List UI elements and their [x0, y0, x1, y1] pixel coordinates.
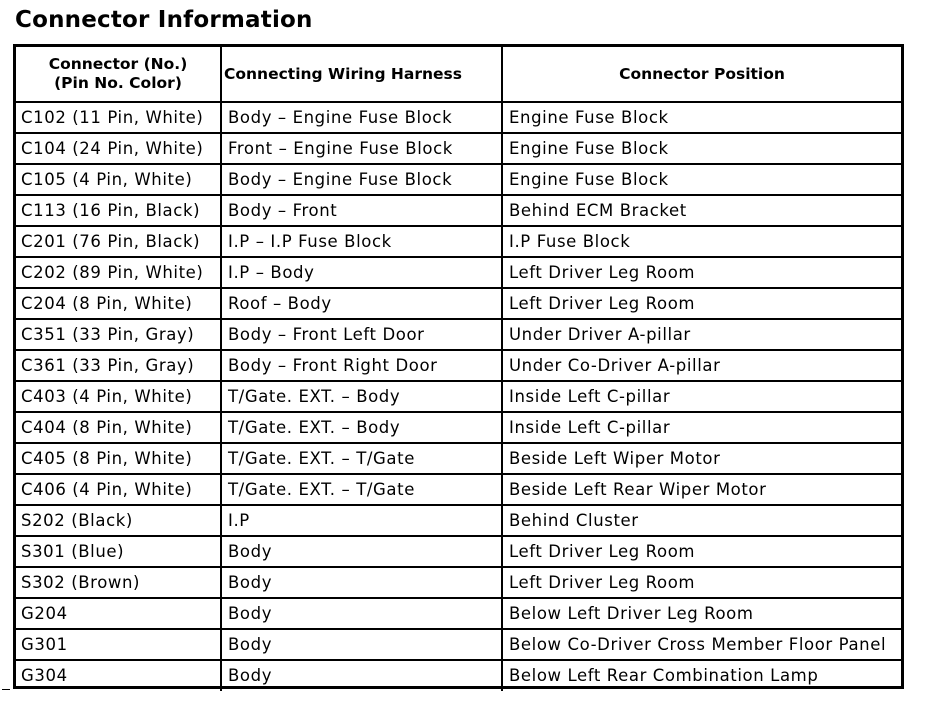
cell-connector: C204 (8 Pin, White) — [16, 288, 221, 319]
table-row — [16, 443, 901, 474]
table-row — [16, 381, 901, 412]
cell-position: Left Driver Leg Room — [502, 257, 901, 288]
table-row — [16, 598, 901, 629]
page-title: Connector Information — [15, 7, 313, 33]
cell-connector: C404 (8 Pin, White) — [16, 412, 221, 443]
cell-harness: I.P — [221, 505, 502, 536]
cell-connector: S301 (Blue) — [16, 536, 221, 567]
cell-connector: C102 (11 Pin, White) — [16, 102, 221, 133]
table-row — [16, 288, 901, 319]
corner-tick-mark — [2, 689, 10, 690]
cell-harness: Body — [221, 629, 502, 660]
cell-harness: Front – Engine Fuse Block — [221, 133, 502, 164]
cell-connector: C105 (4 Pin, White) — [16, 164, 221, 195]
cell-position: I.P Fuse Block — [502, 226, 901, 257]
header-connector-line2: (Pin No. Color) — [54, 74, 182, 92]
cell-connector: C351 (33 Pin, Gray) — [16, 319, 221, 350]
cell-harness: Body – Front Left Door — [221, 319, 502, 350]
cell-harness: T/Gate. EXT. – Body — [221, 412, 502, 443]
cell-connector: C113 (16 Pin, Black) — [16, 195, 221, 226]
cell-position: Inside Left C-pillar — [502, 412, 901, 443]
cell-position: Behind Cluster — [502, 505, 901, 536]
table-row — [16, 102, 901, 133]
cell-harness: Body — [221, 536, 502, 567]
cell-harness: I.P – I.P Fuse Block — [221, 226, 502, 257]
cell-position: Left Driver Leg Room — [502, 567, 901, 598]
cell-harness: I.P – Body — [221, 257, 502, 288]
cell-position: Engine Fuse Block — [502, 133, 901, 164]
table-row — [16, 133, 901, 164]
cell-position: Beside Left Wiper Motor — [502, 443, 901, 474]
table-row — [16, 567, 901, 598]
cell-harness: T/Gate. EXT. – T/Gate — [221, 443, 502, 474]
table-row — [16, 226, 901, 257]
cell-position: Left Driver Leg Room — [502, 288, 901, 319]
cell-harness: Body – Front — [221, 195, 502, 226]
cell-position: Behind ECM Bracket — [502, 195, 901, 226]
cell-connector: C361 (33 Pin, Gray) — [16, 350, 221, 381]
table-row — [16, 505, 901, 536]
header-connector — [16, 47, 221, 102]
header-connector-line1: Connector (No.) — [48, 55, 188, 73]
cell-position: Left Driver Leg Room — [502, 536, 901, 567]
connector-table — [13, 44, 904, 689]
cell-connector: G204 — [16, 598, 221, 629]
table-row — [16, 474, 901, 505]
cell-harness: Roof – Body — [221, 288, 502, 319]
cell-harness: Body – Engine Fuse Block — [221, 164, 502, 195]
cell-connector: C405 (8 Pin, White) — [16, 443, 221, 474]
cell-connector: C104 (24 Pin, White) — [16, 133, 221, 164]
table-header-row — [16, 47, 901, 102]
cell-connector: G304 — [16, 660, 221, 691]
table-row — [16, 319, 901, 350]
cell-position: Below Left Driver Leg Room — [502, 598, 901, 629]
cell-harness: Body – Engine Fuse Block — [221, 102, 502, 133]
header-harness: Connecting Wiring Harness — [221, 47, 502, 102]
cell-connector: C202 (89 Pin, White) — [16, 257, 221, 288]
cell-harness: Body — [221, 660, 502, 691]
table-row — [16, 195, 901, 226]
table-row — [16, 412, 901, 443]
cell-position: Inside Left C-pillar — [502, 381, 901, 412]
table-row — [16, 536, 901, 567]
table-row — [16, 350, 901, 381]
table-row — [16, 257, 901, 288]
cell-connector: S302 (Brown) — [16, 567, 221, 598]
header-position: Connector Position — [502, 47, 901, 102]
cell-connector: C406 (4 Pin, White) — [16, 474, 221, 505]
cell-harness: Body — [221, 567, 502, 598]
cell-position: Engine Fuse Block — [502, 102, 901, 133]
table-row — [16, 629, 901, 660]
cell-harness: Body — [221, 598, 502, 629]
connector-table-grid — [16, 47, 901, 691]
table-body — [16, 102, 901, 691]
cell-position: Engine Fuse Block — [502, 164, 901, 195]
cell-position: Under Co-Driver A-pillar — [502, 350, 901, 381]
cell-connector: G301 — [16, 629, 221, 660]
cell-harness: T/Gate. EXT. – Body — [221, 381, 502, 412]
cell-position: Beside Left Rear Wiper Motor — [502, 474, 901, 505]
cell-position: Under Driver A-pillar — [502, 319, 901, 350]
cell-position: Below Co-Driver Cross Member Floor Panel — [502, 629, 901, 660]
cell-harness: T/Gate. EXT. – T/Gate — [221, 474, 502, 505]
table-row — [16, 164, 901, 195]
cell-connector: S202 (Black) — [16, 505, 221, 536]
cell-connector: C201 (76 Pin, Black) — [16, 226, 221, 257]
table-row — [16, 660, 901, 691]
cell-connector: C403 (4 Pin, White) — [16, 381, 221, 412]
cell-position: Below Left Rear Combination Lamp — [502, 660, 901, 691]
cell-harness: Body – Front Right Door — [221, 350, 502, 381]
